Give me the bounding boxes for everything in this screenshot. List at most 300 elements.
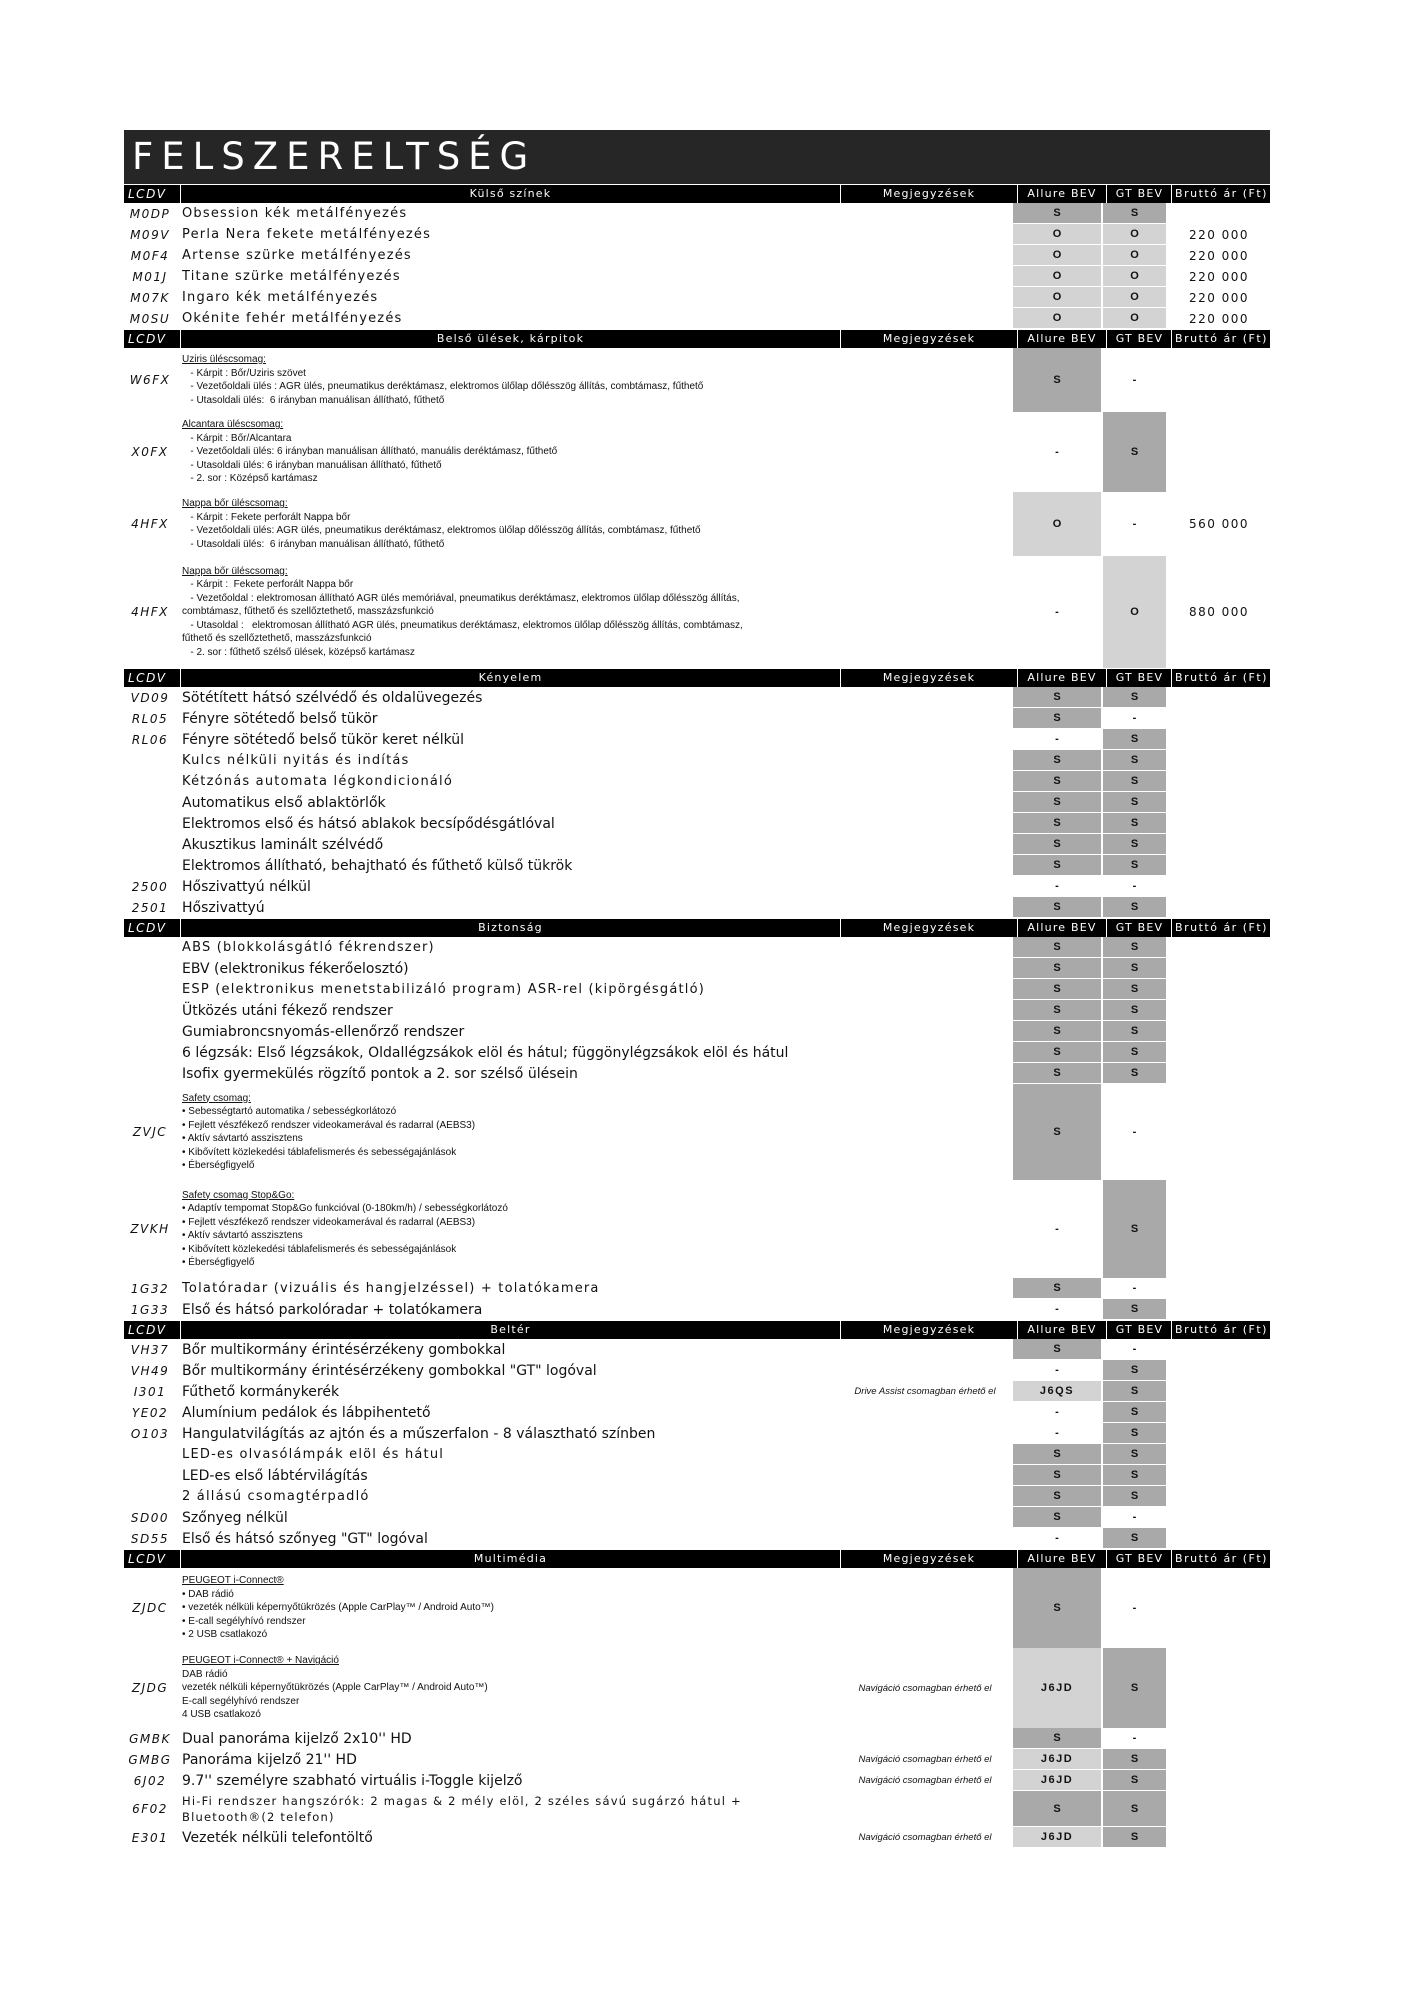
lcdv-code: RL05 [131,711,169,726]
gt-availability: S [1103,203,1166,223]
lcdv-code: M09V [130,227,170,242]
package-line: • Éberségfigyelő [182,1160,255,1171]
package-line: - Utasoldali ülés: 6 irányban manuálisan állítható, fűthető [182,394,445,406]
gt-availability: S [1103,1465,1166,1485]
allure-availability: O [1013,224,1101,244]
gt-availability: O [1103,287,1166,307]
lcdv-code: GMBK [129,1731,171,1746]
package-line: • Aktív sávtartó asszisztens [182,1230,303,1241]
gt-availability: - [1103,1084,1166,1180]
gt-availability: S [1103,1770,1166,1790]
lcdv-code: O103 [130,1426,170,1441]
gt-availability: S [1103,687,1166,707]
item-description: Szőnyeg nélkül [182,1509,288,1526]
item-description: Hi-Fi rendszer hangszórók: 2 magas & 2 mély elöl, 2 széles sávú sugárzó hátul + Bluetooth®(2 telefon) [182,1794,742,1824]
gt-availability: O [1103,224,1166,244]
table-row [124,1749,1270,1770]
gt-availability: - [1103,1568,1166,1648]
gt-availability: S [1103,1749,1166,1769]
gt-availability: S [1103,897,1166,917]
table-row [124,1444,1270,1465]
column-header-code: LCDV [128,187,167,201]
gt-availability: S [1103,1180,1166,1278]
allure-availability: S [1013,1507,1101,1527]
allure-availability: S [1013,771,1101,791]
gt-availability: S [1103,750,1166,770]
gt-availability: S [1103,1021,1166,1041]
lcdv-code: SD55 [130,1531,170,1546]
allure-availability: S [1013,1791,1101,1826]
lcdv-code: YE02 [131,1405,169,1420]
package-line: • Fejlett vészfékező rendszer videokamerával és radarral (AEBS3) [182,1216,476,1228]
package-line: • DAB rádió [182,1588,234,1600]
table-row [124,1770,1270,1791]
lcdv-code: X0FX [131,445,169,459]
item-description: Obsession kék metálfényezés [182,206,408,221]
item-description: Bőr multikormány érintésérzékeny gombokkal "GT" logóval [182,1362,597,1379]
gt-availability: S [1103,412,1166,492]
item-description: Alumínium pedálok és lábpihentető [182,1404,431,1421]
item-description: ABS (blokkolásgátló fékrendszer) [182,940,435,955]
section-header [124,185,1270,203]
package-line: • Kibővített közlekedési táblafelismerés és sebességajánlások [182,1243,457,1255]
lcdv-code: ZVKH [130,1222,170,1236]
package-title: Safety csomag: [182,1092,251,1104]
package-title: Nappa bőr üléscsomag: [182,498,288,509]
table-row [124,1278,1270,1299]
lcdv-code: ZVJC [132,1125,168,1139]
section-title: Belső ülések, kárpitok [180,330,841,348]
column-header-note: Megjegyzések [841,185,1018,203]
table-row [124,1402,1270,1423]
package-line: • E-call segélyhívó rendszer [182,1615,306,1627]
allure-availability: S [1013,1465,1101,1485]
gt-availability: - [1103,876,1166,896]
table-row [124,897,1270,918]
package-line: - Kárpit : Fekete perforált Nappa bőr [182,511,351,523]
note: Navigáció csomagban érhető el [858,1682,992,1694]
allure-availability: S [1013,958,1101,978]
allure-availability: O [1013,308,1101,328]
package-description [176,1651,837,1725]
allure-availability: S [1013,1568,1101,1648]
package-row [124,1568,1270,1648]
section-header [124,669,1270,687]
table-row [124,687,1270,708]
note: Navigáció csomagban érhető el [858,1832,992,1843]
table-row [124,834,1270,855]
lcdv-code: M07K [130,290,170,305]
item-description: Automatikus első ablaktörlők [182,794,386,811]
table-row [124,937,1270,958]
allure-availability: S [1013,1084,1101,1180]
allure-availability: - [1013,1360,1101,1380]
column-header-allure: Allure BEV [1018,330,1107,348]
package-title: PEUGEOT i-Connect® + Navigáció [182,1655,339,1667]
package-title: Uziris üléscsomag: [182,354,266,365]
column-header-gt: GT BEV [1108,1550,1172,1568]
item-description: Elektromos állítható, behajtható és fűthető külső tükrök [182,857,573,874]
gt-availability: - [1103,1728,1166,1748]
gt-availability: O [1103,245,1166,265]
package-line: - Utasoldali ülés: 6 irányban manuálisan állítható, fűthető [182,538,445,550]
table-row [124,1827,1270,1848]
allure-availability: O [1013,492,1101,556]
gt-availability: - [1103,1507,1166,1527]
item-description: Kulcs nélküli nyitás és indítás [182,753,410,768]
table-row [124,958,1270,979]
table-row [124,729,1270,750]
package-line: • Aktív sávtartó asszisztens [182,1133,303,1144]
allure-availability: S [1013,1042,1101,1062]
table-row [124,1042,1270,1063]
table-row [124,1507,1270,1528]
table-row [124,1000,1270,1021]
item-description: LED-es első lábtérvilágítás [182,1467,368,1484]
lcdv-code: E301 [131,1830,169,1845]
package-line: - Vezetőoldali ülés: AGR ülés, pneumatikus deréktámasz, elektromos ülőlap dőlésszög állítás, combtámasz, fűthető [182,525,701,536]
item-description: Ütközés utáni fékező rendszer [182,1002,393,1019]
note: Navigáció csomagban érhető el [858,1754,992,1765]
table-row [124,203,1270,224]
lcdv-code: M0SU [129,311,171,326]
item-description: Fűthető kormánykerék [182,1383,340,1400]
item-description: Tolatóradar (vizuális és hangjelzéssel) + tolatókamera [182,1281,600,1296]
gt-availability: S [1103,1402,1166,1422]
gt-availability: - [1103,1339,1166,1359]
gt-availability: S [1103,1000,1166,1020]
column-header-note: Megjegyzések [841,330,1018,348]
item-description: 6 légzsák: Első légzsákok, Oldallégzsákok elöl és hátul; függönylégzsákok elöl és hátul [182,1044,789,1061]
allure-availability: S [1013,937,1101,957]
section-title: Kényelem [180,669,841,687]
item-description: Artense szürke metálfényezés [182,248,412,263]
package-row [124,412,1270,492]
lcdv-code: 4HFX [131,605,169,619]
table-row [124,1339,1270,1360]
note: Navigáció csomagban érhető el [858,1775,992,1786]
package-title: Alcantara üléscsomag: [182,419,284,431]
section-title: Multimédia [180,1550,841,1568]
column-header-code: LCDV [128,921,167,935]
column-header-gt: GT BEV [1108,669,1172,687]
column-header-code: LCDV [128,1323,167,1337]
column-header-note: Megjegyzések [841,669,1018,687]
table-row [124,1423,1270,1444]
gt-availability: S [1103,834,1166,854]
package-description [176,415,837,489]
gt-availability: S [1103,1063,1166,1083]
gt-availability: S [1103,1528,1166,1548]
column-header-allure: Allure BEV [1018,919,1107,937]
page-title: FELSZERELTSÉG [124,130,1270,184]
package-row [124,556,1270,668]
allure-availability: - [1013,876,1101,896]
package-row [124,1648,1270,1728]
lcdv-code: VD09 [130,690,170,705]
allure-availability: - [1013,1528,1101,1548]
package-line: - Utasoldal : elektromosan állítható AGR ülés, pneumatikus deréktámasz, elektromos ülőlap dőlésszög állítás, combtámasz, [182,619,743,631]
allure-availability: - [1013,729,1101,749]
table-row [124,287,1270,308]
package-line: - 2. sor : Középső kartámasz [182,473,318,485]
item-description: Hőszivattyú nélkül [182,878,311,895]
package-title: Nappa bőr üléscsomag: [182,565,288,577]
allure-availability: J6JD [1013,1770,1101,1790]
item-description: Titane szürke metálfényezés [182,269,401,284]
item-description: Panoráma kijelző 21'' HD [182,1751,357,1768]
table-row [124,1021,1270,1042]
allure-availability: S [1013,687,1101,707]
gt-availability: S [1103,1381,1166,1401]
package-line: - Kárpit : Bőr/Alcantara [182,432,292,444]
item-description: ESP (elektronikus menetstabilizáló program) ASR-rel (kipörgésgátló) [182,982,706,997]
gt-availability: - [1103,708,1166,728]
allure-availability: S [1013,834,1101,854]
gt-availability: - [1103,492,1166,556]
gt-availability: S [1103,958,1166,978]
allure-availability: - [1013,1299,1101,1319]
table-row [124,1486,1270,1507]
item-description: Kétzónás automata légkondicionáló [182,774,454,789]
gt-availability: S [1103,1423,1166,1443]
item-description: Fényre sötétedő belső tükör [182,710,378,727]
allure-availability: S [1013,1021,1101,1041]
lcdv-code: 4HFX [131,517,169,531]
price: 220 000 [1188,227,1250,242]
gt-availability: S [1103,1042,1166,1062]
price: 220 000 [1188,290,1250,305]
package-line: fűthető és szellőztethető, masszázsfunkció [182,633,372,645]
gt-availability: O [1103,266,1166,286]
allure-availability: S [1013,1063,1101,1083]
item-description: 9.7'' személyre szabható virtuális i-Toggle kijelző [182,1772,523,1789]
price: 220 000 [1188,248,1250,263]
item-description: Okénite fehér metálfényezés [182,311,403,326]
item-description: Ingaro kék metálfényezés [182,290,379,305]
allure-availability: S [1013,897,1101,917]
package-line: E-call segélyhívó rendszer [182,1695,300,1707]
package-line: - Vezetőoldali ülés : AGR ülés, pneumatikus deréktámasz, elektromos ülőlap dőlésszög állítás, combtámasz, fűthető [182,381,704,392]
gt-availability: S [1103,1486,1166,1506]
lcdv-code: M0DP [129,206,171,221]
allure-availability: S [1013,1000,1101,1020]
allure-availability: S [1013,813,1101,833]
allure-availability: S [1013,1486,1101,1506]
package-line: vezeték nélküli képernyőtükrözés (Apple CarPlay™ / Android Auto™) [182,1682,488,1694]
column-header-price: Bruttó ár (Ft) [1175,187,1268,200]
column-header-price: Bruttó ár (Ft) [1175,1552,1268,1565]
column-header-price: Bruttó ár (Ft) [1175,332,1268,345]
allure-availability: - [1013,1402,1101,1422]
section-header [124,1321,1270,1339]
package-description [176,1186,837,1273]
package-description [176,1089,837,1176]
note: Drive Assist csomagban érhető el [854,1386,996,1397]
lcdv-code: M01J [132,269,168,284]
lcdv-code: W6FX [129,373,171,387]
allure-availability: S [1013,1278,1101,1298]
item-description: Perla Nera fekete metálfényezés [182,227,432,242]
section-title: Külső színek [180,185,841,203]
price: 220 000 [1188,269,1250,284]
section-header [124,919,1270,937]
table-row [124,1728,1270,1749]
column-header-price: Bruttó ár (Ft) [1175,671,1268,684]
allure-availability: - [1013,1423,1101,1443]
gt-availability: S [1103,1827,1166,1847]
package-title: Safety csomag Stop&Go: [182,1189,295,1201]
package-line: - Kárpit : Fekete perforált Nappa bőr [182,579,354,591]
lcdv-code: 1G33 [130,1302,170,1317]
table-row [124,979,1270,1000]
column-header-code: LCDV [128,671,167,685]
gt-availability: S [1103,1444,1166,1464]
section-header [124,330,1270,348]
package-line: - 2. sor : fűthető szélső ülések, középső kartámasz [182,646,415,658]
allure-availability: O [1013,287,1101,307]
gt-availability: S [1103,1791,1166,1826]
table-row [124,750,1270,771]
item-description: Fényre sötétedő belső tükör keret nélkül [182,731,465,748]
allure-availability: S [1013,1339,1101,1359]
table-row [124,1791,1270,1827]
item-description: Első és hátsó szőnyeg "GT" logóval [182,1530,428,1547]
lcdv-code: ZJDG [131,1681,169,1695]
lcdv-code: 6F02 [132,1802,168,1816]
package-description [176,350,837,410]
gt-availability: S [1103,1360,1166,1380]
package-line: - Kárpit : Bőr/Uziris szövet [182,367,306,379]
gt-availability: S [1103,937,1166,957]
package-row [124,1084,1270,1180]
column-header-code: LCDV [128,332,167,346]
table-row [124,1381,1270,1402]
column-header-note: Megjegyzések [841,1550,1018,1568]
allure-availability: J6JD [1013,1648,1101,1728]
allure-availability: - [1013,412,1101,492]
lcdv-code: 2500 [131,879,169,894]
table-row [124,1063,1270,1084]
package-row [124,492,1270,556]
item-description: Isofix gyermekülés rögzítő pontok a 2. sor szélső ülésein [182,1065,578,1082]
table-row [124,792,1270,813]
table-row [124,855,1270,876]
package-line: • Adaptív tempomat Stop&Go funkcióval (0-180km/h) / sebességkorlátozó [182,1203,508,1214]
allure-availability: O [1013,266,1101,286]
item-description: Vezeték nélküli telefontöltő [182,1829,373,1846]
allure-availability: O [1013,245,1101,265]
item-description: Sötétített hátsó szélvédő és oldalüvegezés [182,689,483,706]
package-description [176,1571,837,1645]
gt-availability: S [1103,813,1166,833]
allure-availability: S [1013,750,1101,770]
column-header-gt: GT BEV [1108,185,1172,203]
gt-availability: S [1103,729,1166,749]
allure-availability: S [1013,203,1101,223]
section-title: Biztonság [180,919,841,937]
allure-availability: J6JD [1013,1827,1101,1847]
allure-availability: - [1013,1180,1101,1278]
table-row [124,1465,1270,1486]
item-description: Hangulatvilágítás az ajtón és a műszerfalon - 8 választható színben [182,1425,656,1442]
section-title: Beltér [180,1321,841,1339]
gt-availability: S [1103,792,1166,812]
column-header-note: Megjegyzések [841,1321,1018,1339]
section-header [124,1550,1270,1568]
allure-availability: - [1013,556,1101,668]
table-row [124,266,1270,287]
price: 220 000 [1188,311,1250,326]
column-header-price: Bruttó ár (Ft) [1175,921,1268,934]
table-row [124,1528,1270,1549]
lcdv-code: SD00 [130,1510,170,1525]
item-description: Első és hátsó parkolóradar + tolatókamera [182,1301,483,1318]
price: 880 000 [1188,605,1250,619]
item-description: Dual panoráma kijelző 2x10'' HD [182,1730,412,1747]
column-header-allure: Allure BEV [1018,669,1107,687]
package-line: • 2 USB csatlakozó [182,1629,268,1641]
gt-availability: S [1103,979,1166,999]
package-description [176,562,837,663]
gt-availability: S [1103,1648,1166,1728]
allure-availability: S [1013,348,1101,412]
gt-availability: S [1103,1299,1166,1319]
package-line: • Fejlett vészfékező rendszer videokamerával és radarral (AEBS3) [182,1119,476,1131]
item-description: 2 állású csomagtérpadló [182,1489,370,1504]
package-title: PEUGEOT i-Connect® [182,1575,284,1587]
price: 560 000 [1188,517,1250,531]
column-header-price: Bruttó ár (Ft) [1175,1323,1268,1336]
gt-availability: O [1103,308,1166,328]
lcdv-code: VH49 [130,1363,170,1378]
lcdv-code: VH37 [130,1342,170,1357]
equipment-sheet [124,130,1270,1848]
package-line: - Vezetőoldali ülés: 6 irányban manuálisan állítható, manuális deréktámasz, fűthető [182,446,558,458]
column-header-gt: GT BEV [1108,330,1172,348]
lcdv-code: RL06 [131,732,169,747]
item-description: Elektromos első és hátsó ablakok becsípődésgátlóval [182,815,555,832]
item-description: Gumiabroncsnyomás-ellenőrző rendszer [182,1023,465,1040]
package-description [176,494,837,554]
table-row [124,1360,1270,1381]
allure-availability: S [1013,1444,1101,1464]
lcdv-code: 1G32 [130,1281,170,1296]
item-description: LED-es olvasólámpák elöl és hátul [182,1447,445,1462]
package-line: • Kibővített közlekedési táblafelismerés és sebességajánlások [182,1146,457,1158]
item-description: Akusztikus laminált szélvédő [182,836,384,853]
table-row [124,1299,1270,1320]
package-line: • Éberségfigyelő [182,1257,255,1268]
allure-availability: S [1013,708,1101,728]
package-line: 4 USB csatlakozó [182,1709,261,1721]
package-line: - Vezetőoldal : elektromosan állítható AGR ülés memóriával, pneumatikus deréktámasz, elektromos ülőlap dőlésszög állítás, [182,592,740,604]
table-row [124,708,1270,729]
item-description: Hőszivattyú [182,899,265,916]
gt-availability: S [1103,771,1166,791]
allure-availability: J6JD [1013,1749,1101,1769]
lcdv-code: I301 [133,1384,167,1399]
gt-availability: S [1103,855,1166,875]
allure-availability: S [1013,792,1101,812]
column-header-allure: Allure BEV [1018,1550,1107,1568]
table-row [124,876,1270,897]
package-row [124,1180,1270,1278]
package-line: • vezeték nélküli képernyőtükrözés (Apple CarPlay™ / Android Auto™) [182,1602,494,1614]
column-header-gt: GT BEV [1108,919,1172,937]
column-header-note: Megjegyzések [841,919,1018,937]
allure-availability: S [1013,1728,1101,1748]
